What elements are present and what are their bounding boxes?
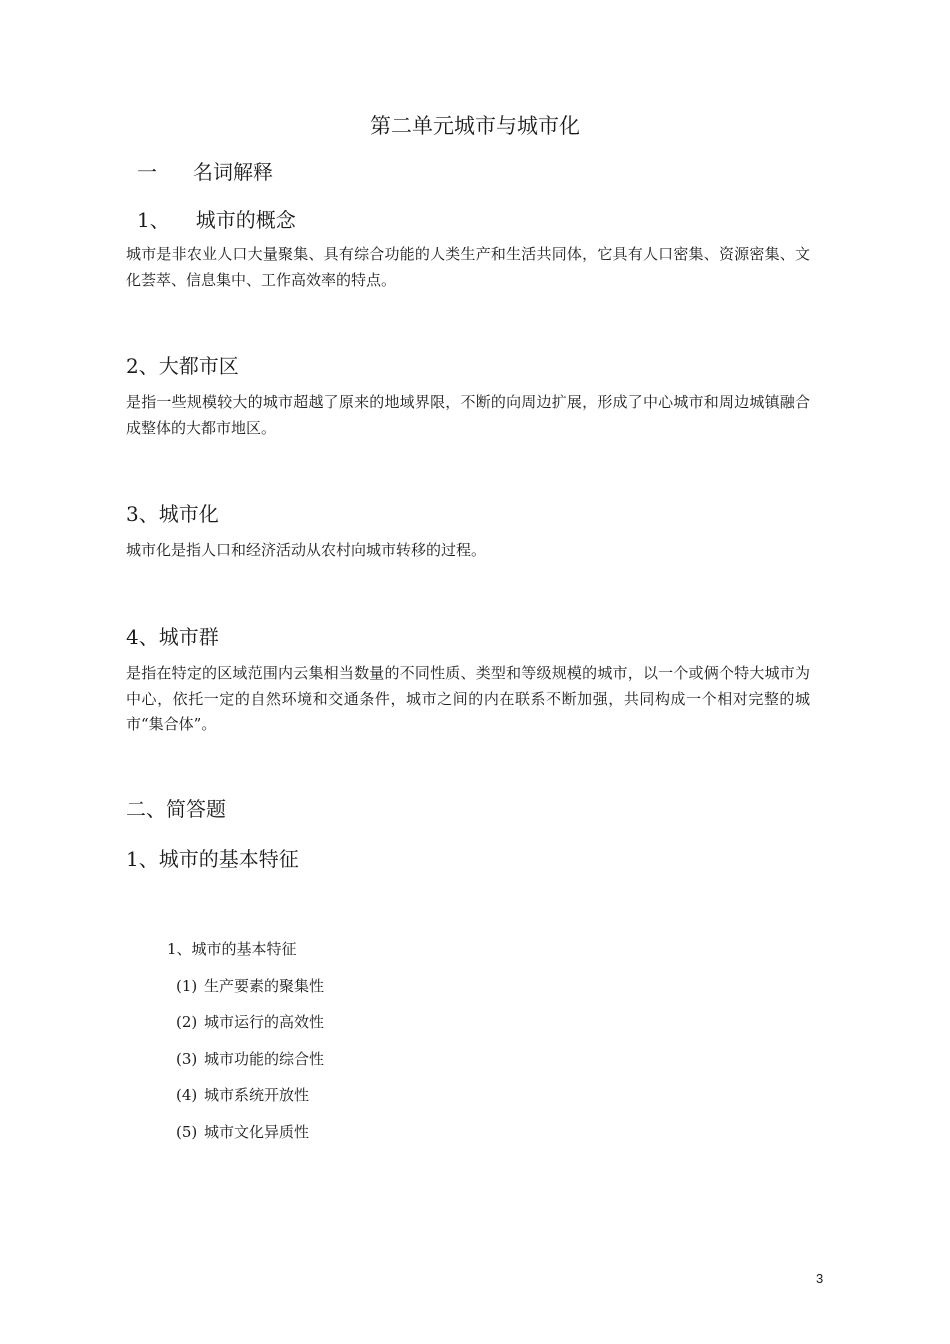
feature-item-number: (1): [176, 977, 198, 995]
feature-item-5: [176, 1121, 309, 1142]
page-number: 3: [816, 1271, 824, 1286]
feature-item-text: 城市系统开放性: [204, 1086, 310, 1104]
feature-item-text: 生产要素的聚集性: [204, 977, 325, 995]
feature-item-text: 城市运行的高效性: [204, 1013, 325, 1031]
page-title: 第二单元城市与城市化: [370, 114, 580, 138]
term-3-heading: 3、城市化: [126, 502, 219, 526]
term-1-heading: [137, 204, 296, 233]
section-2-heading: 二、简答题: [126, 797, 226, 821]
term-1-number: 1、: [137, 208, 170, 232]
term-4-heading: 4、城市群: [126, 625, 219, 649]
section-1-number: 一: [137, 160, 157, 184]
feature-item-text: 城市功能的综合性: [204, 1050, 325, 1068]
question-1-subheading: 1、城市的基本特征: [167, 940, 297, 958]
term-1-definition: 城市是非农业人口大量聚集、具有综合功能的人类生产和生活共同体，它具有人口密集、资源密集、文化荟萃、信息集中、工作高效率的特点。: [126, 245, 810, 289]
term-2-heading: 2、大都市区: [126, 354, 239, 378]
term-4-definition: 是指在特定的区域范围内云集相当数量的不同性质、类型和等级规模的城市，以一个或俩个特大城市为中心，依托一定的自然环境和交通条件，城市之间的内在联系不断加强，共同构成一个相对完整的城市“集合体”。: [126, 664, 810, 733]
feature-item-text: 城市文化异质性: [204, 1123, 310, 1141]
feature-item-number: (4): [176, 1086, 198, 1104]
section-1-heading: [137, 156, 273, 185]
feature-item-4: [176, 1084, 309, 1105]
term-1-title: 城市的概念: [195, 208, 296, 232]
term-2-definition: 是指一些规模较大的城市超越了原来的地域界限，不断的向周边扩展，形成了中心城市和周边城镇融合成整体的大都市地区。: [126, 393, 810, 437]
feature-item-3: [176, 1048, 324, 1069]
term-3-definition: 城市化是指人口和经济活动从农村向城市转移的过程。: [126, 541, 487, 559]
feature-item-number: (5): [176, 1123, 198, 1141]
section-1-title: 名词解释: [193, 160, 273, 184]
feature-item-number: (2): [176, 1013, 198, 1031]
question-1-heading: 1、城市的基本特征: [126, 847, 299, 871]
feature-item-2: [176, 1011, 324, 1032]
feature-item-number: (3): [176, 1050, 198, 1068]
feature-item-1: [176, 975, 324, 996]
